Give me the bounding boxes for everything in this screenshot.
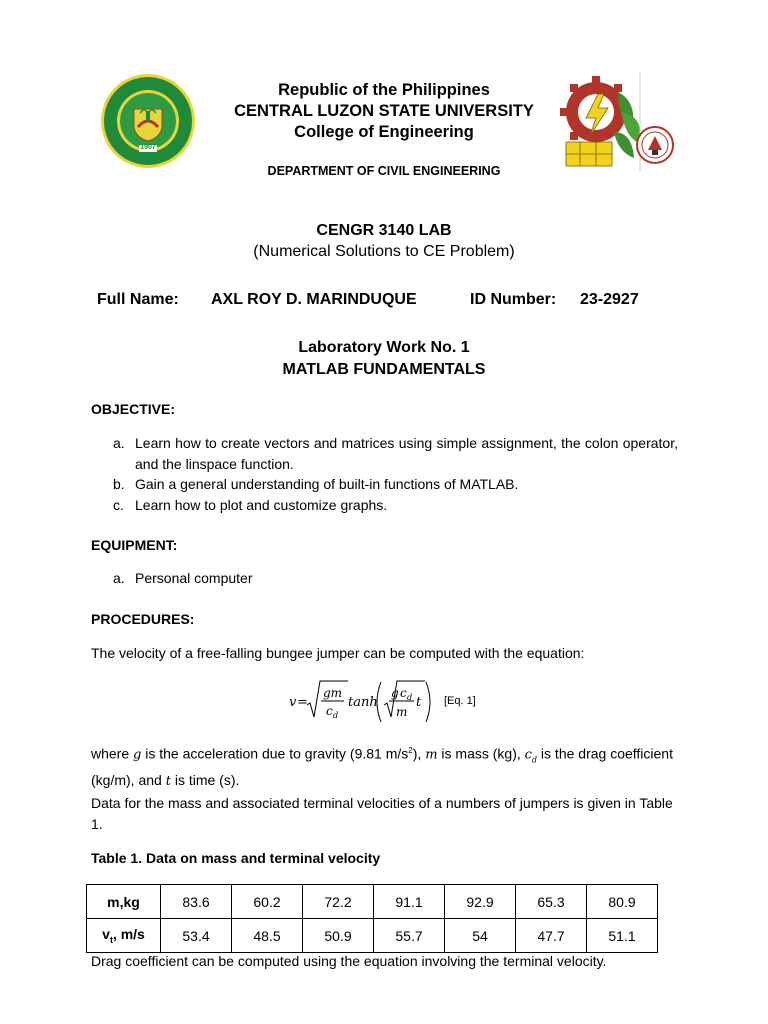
table-caption: Table 1. Data on mass and terminal velocity [91, 850, 381, 866]
table-cell: 54 [445, 919, 516, 953]
data-table [86, 884, 658, 953]
table-cell: 92.9 [445, 885, 516, 919]
course-subtitle: (Numerical Solutions to CE Problem) [253, 243, 515, 260]
list-marker: a. [113, 570, 125, 586]
table-cell: 65.3 [516, 885, 587, 919]
var-m: m [425, 747, 438, 763]
procedures-intro: The velocity of a free-falling bungee jumper can be computed with the equation: [91, 645, 585, 661]
label-main: v [102, 926, 110, 943]
procedures-heading: PROCEDURES: [91, 611, 195, 627]
svg-text:c: c [400, 686, 407, 700]
svg-text:tanh: tanh [348, 695, 378, 710]
text-run: is time (s). [170, 772, 240, 789]
list-marker: b. [113, 476, 125, 492]
svg-text:v: v [289, 695, 297, 710]
svg-text:t: t [416, 695, 422, 710]
header-line1: Republic of the Philippines [278, 81, 490, 99]
objective-text: Gain a general understanding of built-in functions of MATLAB. [135, 476, 519, 492]
row-header-velocity [87, 919, 161, 953]
objective-item [91, 495, 678, 516]
text-run: is the drag coefficient (kg/m), and [91, 745, 673, 789]
svg-text:m: m [396, 705, 408, 719]
objective-item [91, 474, 678, 495]
table-cell: 48.5 [232, 919, 303, 953]
svg-text:c: c [326, 704, 333, 718]
department-name: DEPARTMENT OF CIVIL ENGINEERING [267, 164, 501, 178]
lab-title: MATLAB FUNDAMENTALS [282, 361, 486, 378]
subscript: d [531, 755, 538, 765]
drag-text: Drag coefficient can be computed using the equation involving the terminal velocity. [91, 953, 607, 969]
course-code: CENGR 3140 LAB [316, 222, 452, 239]
objective-text: Learn how to plot and customize graphs. [135, 496, 388, 513]
label-sub: t [109, 934, 113, 945]
university-name: CENTRAL LUZON STATE UNIVERSITY [234, 102, 534, 120]
table-cell: 50.9 [303, 919, 374, 953]
text-run: where [91, 745, 134, 762]
table-cell: 47.7 [516, 919, 587, 953]
var-cd: c [524, 747, 532, 763]
data-intro: Data for the mass and associated terminal velocities of a numbers of jumpers is given in Table 1. [91, 795, 673, 832]
text-run: is the acceleration due to gravity (9.81 m/s [141, 745, 409, 762]
var-t: t [165, 774, 171, 790]
table-row-velocity [87, 919, 658, 953]
label-rest: , m/s [112, 926, 145, 943]
equipment-item [91, 568, 678, 589]
id-value: 23-2927 [580, 291, 639, 308]
svg-text:gm: gm [323, 686, 343, 700]
college-name: College of Engineering [294, 123, 474, 141]
table-cell: 53.4 [161, 919, 232, 953]
text-run: is mass (kg), [437, 745, 525, 762]
table-cell: 60.2 [232, 885, 303, 919]
list-marker: a. [113, 435, 125, 451]
row-header-mass: m,kg [87, 885, 161, 919]
equation-label: [Eq. 1] [444, 695, 476, 707]
equipment-list [91, 568, 678, 589]
seal-year: 1907 [140, 144, 156, 151]
table-cell: 80.9 [587, 885, 658, 919]
name-value: AXL ROY D. MARINDUQUE [211, 291, 417, 308]
objective-list [91, 433, 678, 515]
svg-text:d: d [333, 711, 339, 720]
var-g: g [133, 747, 142, 763]
svg-text:g: g [391, 686, 399, 700]
table-cell: 83.6 [161, 885, 232, 919]
velocity-equation [288, 676, 438, 726]
variable-definitions [91, 740, 678, 792]
table-cell: 51.1 [587, 919, 658, 953]
table-row-mass [87, 885, 658, 919]
objective-heading: OBJECTIVE: [91, 401, 176, 417]
objective-text: Learn how to create vectors and matrices using simple assignment, the colon operator, and the linspace function. [135, 435, 678, 472]
table-cell: 55.7 [374, 919, 445, 953]
text-run: ), [412, 745, 426, 762]
list-marker: c. [113, 496, 124, 513]
equipment-text: Personal computer [135, 570, 253, 586]
superscript: 2 [408, 746, 413, 755]
objective-item [91, 433, 678, 474]
table-cell: 91.1 [374, 885, 445, 919]
id-label: ID Number: [470, 291, 557, 308]
equipment-heading: EQUIPMENT: [91, 537, 178, 553]
name-label: Full Name: [97, 291, 179, 308]
lab-number: Laboratory Work No. 1 [298, 339, 470, 356]
svg-text:d: d [407, 693, 413, 702]
table-cell: 72.2 [303, 885, 374, 919]
svg-text:=: = [297, 695, 308, 710]
